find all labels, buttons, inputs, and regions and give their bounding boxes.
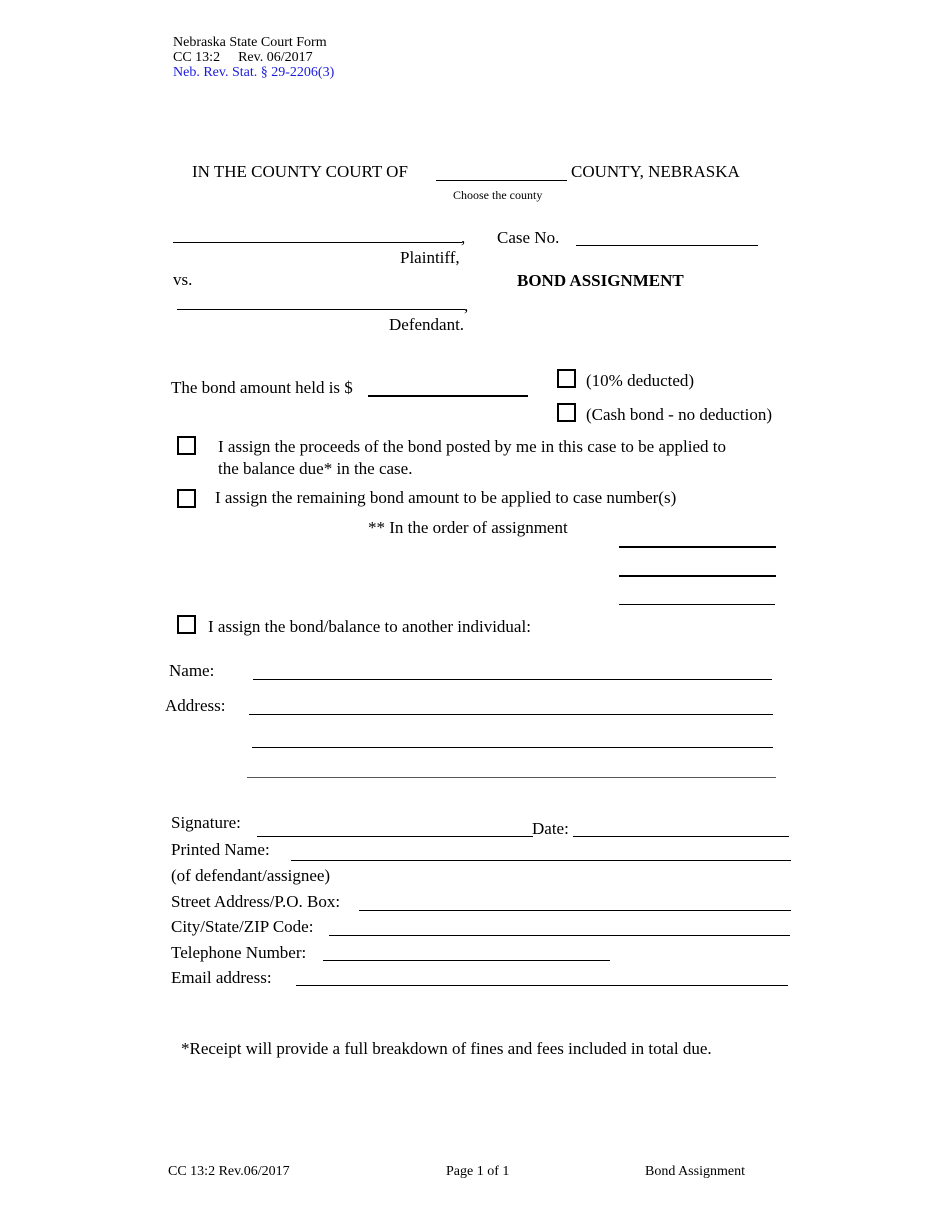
name-label: Name: (169, 661, 215, 680)
form-revision: Rev. 06/2017 (238, 50, 313, 65)
email-label: Email address: (171, 968, 272, 987)
form-code (173, 50, 313, 65)
apply-balance-text-line1: I assign the proceeds of the bond posted by me in this case to be applied to (218, 437, 726, 456)
printed-name-field[interactable] (291, 860, 791, 861)
deducted-label: (10% deducted) (586, 371, 695, 390)
another-individual-text: I assign the bond/balance to another individual: (208, 617, 531, 636)
assignee-address-field-2[interactable] (252, 747, 773, 748)
telephone-field[interactable] (323, 960, 610, 961)
defendant-comma: , (464, 296, 469, 315)
plaintiff-label: Plaintiff, (400, 248, 460, 267)
date-field[interactable] (573, 836, 789, 837)
footer-form-title: Bond Assignment (645, 1164, 745, 1179)
footer-form-code: CC 13:2 Rev.06/2017 (168, 1164, 290, 1179)
county-hint: Choose the county (453, 188, 543, 202)
footer-page-number: Page 1 of 1 (446, 1164, 510, 1179)
case-number-field-3[interactable] (619, 604, 775, 605)
form-code-number: CC 13:2 (173, 50, 221, 65)
telephone-label: Telephone Number: (171, 943, 307, 962)
street-address-field[interactable] (359, 910, 791, 911)
cash-bond-checkbox[interactable] (557, 403, 576, 422)
assignee-address-field-1[interactable] (249, 714, 773, 715)
defendant-field[interactable] (177, 309, 465, 310)
apply-balance-text-line2: the balance due* in the case. (218, 459, 413, 478)
signature-field[interactable] (257, 836, 533, 837)
another-individual-checkbox[interactable] (177, 615, 196, 634)
case-number-field-1[interactable] (619, 546, 776, 548)
other-cases-checkbox[interactable] (177, 489, 196, 508)
deducted-checkbox[interactable] (557, 369, 576, 388)
assignee-name-field[interactable] (253, 679, 772, 680)
form-name: Nebraska State Court Form (173, 35, 327, 50)
plaintiff-field[interactable] (173, 242, 462, 243)
order-note: ** In the order of assignment (368, 518, 568, 537)
printed-name-label: Printed Name: (171, 840, 270, 859)
court-prefix: IN THE COUNTY COURT OF (192, 162, 408, 181)
case-number-field-2[interactable] (619, 575, 776, 577)
defendant-label: Defendant. (389, 315, 465, 334)
bond-amount-field[interactable] (368, 395, 528, 397)
street-address-label: Street Address/P.O. Box: (171, 892, 341, 911)
city-state-zip-field[interactable] (329, 935, 790, 936)
court-suffix: COUNTY, NEBRASKA (571, 162, 740, 181)
case-no-label: Case No. (497, 228, 560, 247)
county-field[interactable] (436, 180, 567, 181)
signature-label: Signature: (171, 813, 241, 832)
plaintiff-comma: , (461, 228, 466, 247)
apply-balance-checkbox[interactable] (177, 436, 196, 455)
statute-link[interactable]: Neb. Rev. Stat. § 29-2206(3) (173, 65, 335, 80)
assignee-address-field-3[interactable] (247, 777, 776, 778)
form-title: BOND ASSIGNMENT (517, 271, 684, 290)
cash-bond-label: (Cash bond - no deduction) (586, 405, 773, 424)
case-no-field[interactable] (576, 245, 758, 246)
other-cases-text: I assign the remaining bond amount to be applied to case number(s) (215, 488, 677, 507)
date-label: Date: (532, 819, 569, 838)
vs-label: vs. (173, 270, 193, 289)
of-defendant-note: (of defendant/assignee) (171, 866, 331, 885)
address-label: Address: (165, 696, 226, 715)
receipt-footnote: *Receipt will provide a full breakdown of fines and fees included in total due. (181, 1039, 712, 1058)
email-field[interactable] (296, 985, 788, 986)
bond-amount-label: The bond amount held is $ (171, 378, 353, 397)
city-state-zip-label: City/State/ZIP Code: (171, 917, 314, 936)
